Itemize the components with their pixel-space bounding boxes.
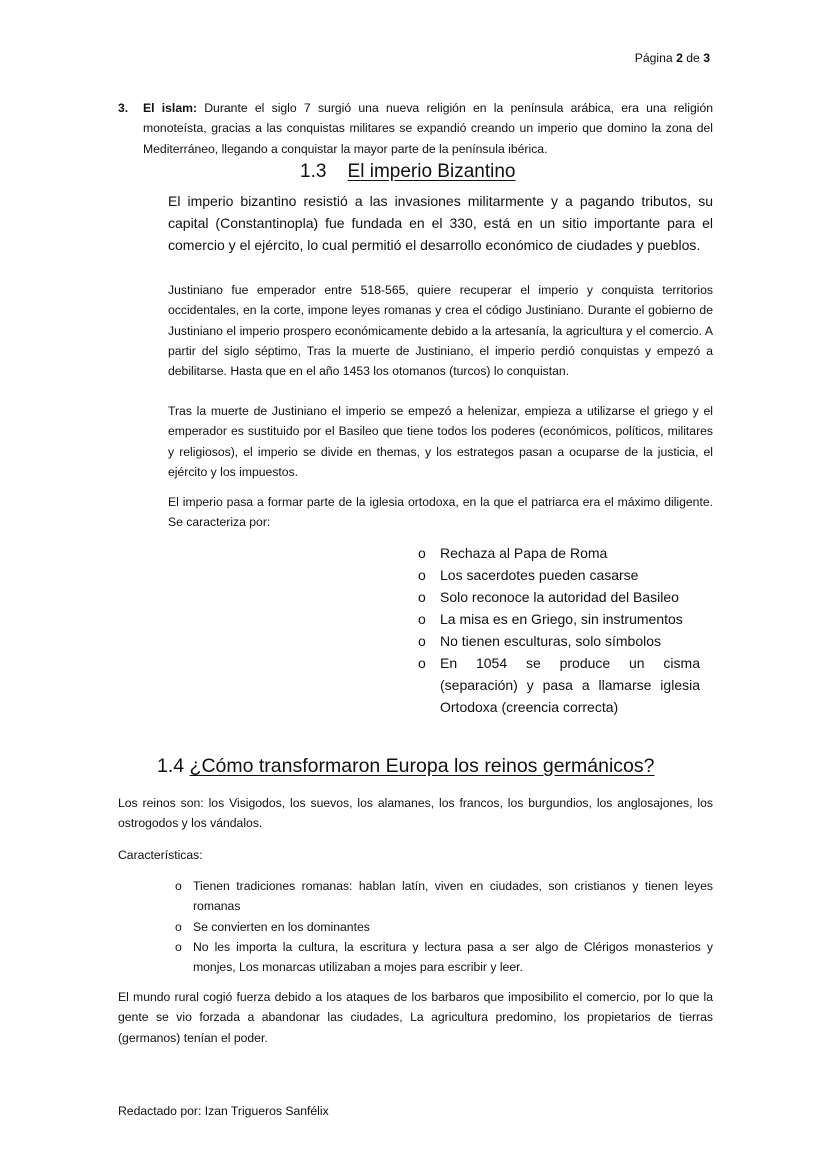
list-item-text: Se convierten en los dominantes bbox=[193, 919, 370, 934]
footer-author: Redactado por: Izan Trigueros Sanfélix bbox=[118, 1104, 329, 1118]
section-number: 1.4 bbox=[157, 755, 185, 777]
bullet-icon: o bbox=[418, 567, 426, 583]
ortodoxa-list bbox=[418, 542, 700, 718]
list-item bbox=[418, 652, 700, 718]
caracteristicas-list bbox=[175, 876, 713, 977]
list-item-text: No les importa la cultura, la escritura y lectura pasa a ser algo de Clérigos monasterios y monjes, Los monarcas utilizaban a mojes para escribir y leer. bbox=[193, 939, 713, 975]
list-item bbox=[418, 586, 700, 608]
list-item bbox=[175, 917, 713, 937]
list-item-text: Tienen tradiciones romanas: hablan latín, viven en ciudades, son cristianos y tienen leyes romanas bbox=[193, 879, 713, 914]
section-title: El imperio Bizantino bbox=[347, 161, 516, 182]
bizantino-paragraph-1: El imperio bizantino resistió a las invasiones militarmente y a pagando tributos, su capital (Constantinopla) fue fundada en el 330, está en un sitio importante para el comercio y el ejército, lo cual permitió el desarrollo económico de ciudades y pueblos. bbox=[168, 193, 713, 253]
section-1-3-heading bbox=[300, 161, 515, 183]
item-3-number: 3. bbox=[118, 101, 129, 115]
bullet-icon: o bbox=[418, 589, 426, 605]
page-number bbox=[635, 48, 710, 68]
page-current: 2 bbox=[676, 51, 683, 65]
bizantino-paragraph-3: Tras la muerte de Justiniano el imperio se empezó a helenizar, empieza a utilizarse el griego y el emperador es sustituido por el Basileo que tiene todos los poderes (económicos, políticos, militares y religiosos), el imperio se divide en themas, y los estrategos pasan a ocuparse de la justicia, el ejército y los impuestos. bbox=[168, 404, 713, 479]
bullet-icon: o bbox=[175, 879, 182, 893]
bullet-icon: o bbox=[418, 633, 426, 649]
list-item-text: Los sacerdotes pueden casarse bbox=[440, 567, 639, 583]
bullet-icon: o bbox=[418, 545, 426, 561]
germanicos-paragraph-1: Los reinos son: los Visigodos, los suevos, los alamanes, los francos, los burgundios, los anglosajones, los ostrogodos y los vándalos. bbox=[118, 796, 713, 831]
bullet-icon: o bbox=[175, 939, 182, 954]
item-3-text: Durante el siglo 7 surgió una nueva religión en la península arábica, era una religión monoteísta, gracias a las conquistas militares se expandió creando un imperio que domino la zona del Mediterráneo, llegando a conquistar la mayor parte de la península ibérica. bbox=[143, 101, 714, 156]
section-number: 1.3 bbox=[300, 161, 327, 182]
list-item bbox=[418, 608, 700, 630]
list-item-text: Rechaza al Papa de Roma bbox=[440, 545, 608, 561]
germanicos-paragraph-2: El mundo rural cogió fuerza debido a los ataques de los barbaros que imposibilito el comercio, por lo que la gente se vio forzada a abandonar las ciudades, La agricultura predomino, los propietarios de tierras (germanos) tenían el poder. bbox=[118, 990, 713, 1045]
list-item bbox=[175, 937, 713, 978]
item-3-paragraph bbox=[143, 98, 713, 159]
bizantino-paragraph-2: Justiniano fue emperador entre 518-565, quiere recuperar el imperio y conquista territorios occidentales, en la corte, impone leyes romanas y crea el código Justiniano. Durante el gobierno de Justiniano el imperio prospero económicamente debido a la artesanía, la agricultura y el comercio. A partir del siglo séptimo, Tras la muerte de Justiniano, el imperio perdió conquistas y empezó a debilitarse. Hasta que en el año 1453 los otomanos (turcos) lo conquistan. bbox=[168, 283, 713, 379]
page-total: 3 bbox=[703, 51, 710, 65]
list-item bbox=[418, 542, 700, 564]
section-1-4-heading bbox=[157, 755, 654, 778]
list-item-text: Solo reconoce la autoridad del Basileo bbox=[440, 589, 679, 605]
caracteristicas-label: Características: bbox=[118, 848, 203, 862]
list-item bbox=[418, 630, 700, 652]
section-title: ¿Cómo transformaron Europa los reinos germánicos? bbox=[189, 755, 655, 777]
page-of: de bbox=[686, 51, 700, 65]
bizantino-paragraph-4: El imperio pasa a formar parte de la iglesia ortodoxa, en la que el patriarca era el máximo diligente. Se caracteriza por: bbox=[168, 495, 713, 530]
list-item bbox=[418, 564, 700, 586]
list-item-text: No tienen esculturas, solo símbolos bbox=[440, 633, 661, 649]
list-item-text: La misa es en Griego, sin instrumentos bbox=[440, 611, 683, 627]
list-item bbox=[175, 876, 713, 917]
page-label: Página bbox=[634, 51, 673, 65]
bullet-icon: o bbox=[418, 611, 426, 627]
list-item-text: En 1054 se produce un cisma (separación) y pasa a llamarse iglesia Ortodoxa (creencia correcta) bbox=[440, 655, 700, 715]
bullet-icon: o bbox=[418, 655, 426, 671]
item-3-title: El islam: bbox=[143, 101, 197, 115]
bullet-icon: o bbox=[175, 919, 182, 934]
